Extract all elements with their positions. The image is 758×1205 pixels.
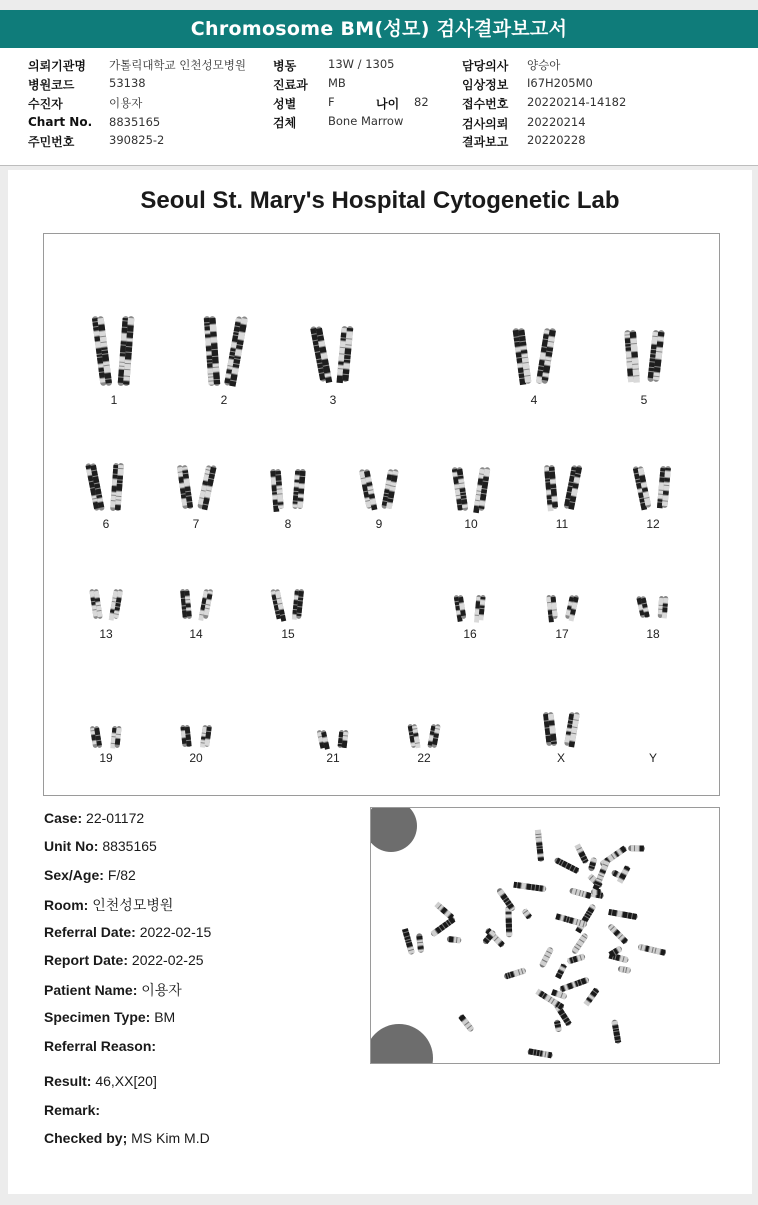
- chromosome-label-22: 22: [417, 751, 431, 765]
- metaphase-chromosome: [567, 953, 586, 964]
- sex-label: 성별: [273, 97, 297, 111]
- chart-value: 8835165: [109, 115, 161, 129]
- karyogram-image: [44, 234, 719, 795]
- chromosome-pair-7: [177, 465, 217, 510]
- room-value: 인천성모병원: [92, 897, 174, 913]
- chromosome-label-13: 13: [99, 627, 113, 641]
- metaphase-chromosome: [607, 923, 629, 945]
- report-date-label: Report Date:: [44, 952, 129, 968]
- chromosome-label-21: 21: [326, 751, 340, 765]
- metaphase-chromosome: [569, 887, 592, 899]
- receipt-value: 20220214-14182: [527, 95, 627, 109]
- doctor-value: 양승아: [527, 58, 561, 72]
- rrn-label: 주민번호: [28, 135, 75, 149]
- metaphase-chromosome: [430, 916, 456, 937]
- metaphase-chromosome: [402, 928, 415, 955]
- chromosome-pair-10: [452, 467, 491, 513]
- chromosome-pair-17: [546, 595, 579, 623]
- patient-label: Patient Name:: [44, 982, 138, 998]
- metaphase-chromosome: [628, 845, 645, 851]
- chromosome-pair-18: [636, 596, 668, 619]
- chromosome-pair-11: [544, 465, 583, 512]
- metaphase-chromosome: [559, 976, 590, 992]
- request-value: 20220214: [527, 115, 586, 129]
- metaphase-chromosome: [539, 946, 554, 968]
- metaphase-chromosome: [554, 1019, 562, 1032]
- room-label: Room:: [44, 897, 89, 913]
- interphase-nucleus: [371, 1024, 433, 1063]
- metaphase-spread: [371, 808, 719, 1063]
- referral-date-label: Referral Date:: [44, 924, 136, 940]
- chromosome-label-4: 4: [530, 393, 538, 407]
- metaphase-chromosome: [458, 1014, 475, 1033]
- case-value: 22-01172: [86, 810, 145, 826]
- unit-row: [44, 838, 157, 854]
- chromosome-label-11: 11: [555, 517, 569, 531]
- specimen-label: 검체: [273, 116, 297, 130]
- chromosome-label-8: 8: [284, 517, 292, 531]
- sexage-row: [44, 867, 136, 883]
- chromosome-pair-4: [512, 328, 556, 385]
- chromosome-label-2: 2: [220, 393, 228, 407]
- clinical-value: I67H205M0: [527, 76, 593, 90]
- chromosome-label-14: 14: [189, 627, 203, 641]
- specimen-type-label: Specimen Type:: [44, 1009, 151, 1025]
- request-label: 검사의뢰: [462, 117, 509, 131]
- chromosome-pair-12: [633, 466, 672, 511]
- recipient-value: 이용자: [109, 96, 143, 110]
- ward-label: 병동: [273, 59, 297, 73]
- sexage-label: Sex/Age:: [44, 867, 104, 883]
- metaphase-chromosome: [553, 857, 580, 875]
- result-row: [44, 1073, 157, 1089]
- chromosome-label-6: 6: [102, 517, 110, 531]
- remark-row: [44, 1102, 100, 1118]
- chromosome-pair-19: [90, 726, 122, 749]
- report-date-value: 2022-02-25: [131, 952, 204, 968]
- chart-label: Chart No.: [28, 115, 93, 129]
- chromosome-pair-8: [270, 469, 306, 512]
- chromosome-pair-16: [454, 595, 486, 623]
- chromosome-label-1: 1: [110, 393, 118, 407]
- result-label: Result:: [44, 1073, 92, 1089]
- hospital-code-label: 병원코드: [28, 78, 75, 92]
- report-title-bar: [0, 10, 758, 48]
- chromosome-label-X: X: [556, 751, 566, 765]
- chromosome-label-12: 12: [646, 517, 660, 531]
- report-date-row: [44, 952, 204, 968]
- result-value: 46,XX[20]: [95, 1073, 157, 1089]
- chromosome-pair-5: [624, 330, 665, 383]
- metaphase-chromosome: [527, 1048, 553, 1058]
- referral-reason-label: Referral Reason:: [44, 1038, 157, 1054]
- referral-reason-row: [44, 1038, 156, 1054]
- metaphase-chromosome: [608, 909, 638, 920]
- chromosome-label-15: 15: [281, 627, 295, 641]
- metaphase-chromosome: [503, 967, 526, 979]
- metaphase-chromosome: [555, 963, 567, 979]
- metaphase-chromosome: [637, 944, 666, 956]
- metaphase-chromosome: [583, 987, 599, 1006]
- chromosome-pair-9: [359, 469, 399, 511]
- metaphase-chromosome: [588, 857, 598, 872]
- unit-label: Unit No:: [44, 838, 99, 854]
- result-report-label: 결과보고: [462, 135, 509, 149]
- case-label: Case:: [44, 810, 83, 826]
- room-row: [44, 895, 173, 915]
- chromosome-pair-21: [317, 730, 349, 750]
- specimen-value: Bone Marrow: [328, 114, 404, 128]
- result-report-value: 20220228: [527, 133, 586, 147]
- dept-label: 진료과: [273, 78, 308, 92]
- metaphase-chromosome: [535, 830, 544, 862]
- chromosome-label-10: 10: [464, 517, 478, 531]
- karyogram: [43, 233, 720, 796]
- checked-label: Checked by;: [44, 1130, 128, 1146]
- recipient-label: 수진자: [28, 97, 63, 111]
- chromosome-pair-14: [180, 589, 213, 621]
- clinical-label: 임상정보: [462, 78, 509, 92]
- case-row: [44, 810, 144, 826]
- chromosome-label-5: 5: [640, 393, 648, 407]
- sex-value: F: [328, 95, 335, 109]
- chromosome-label-7: 7: [192, 517, 200, 531]
- chromosome-pair-3: [310, 326, 353, 383]
- metaphase-chromosome: [447, 936, 462, 944]
- unit-value: 8835165: [102, 838, 157, 854]
- metaphase-chromosome: [521, 908, 532, 920]
- chromosome-label-9: 9: [375, 517, 383, 531]
- metaphase-chromosome: [513, 882, 546, 892]
- patient-info-panel: [0, 48, 758, 166]
- metaphase-chromosome: [575, 903, 596, 933]
- checked-row: [44, 1130, 210, 1146]
- chromosome-label-16: 16: [463, 627, 477, 641]
- chromosome-label-19: 19: [99, 751, 113, 765]
- chromosome-pair-2: [204, 316, 248, 387]
- chromosome-label-Y: Y: [648, 751, 658, 765]
- checked-value: MS Kim M.D: [131, 1130, 210, 1146]
- chromosome-label-3: 3: [329, 393, 337, 407]
- remark-label: Remark:: [44, 1102, 101, 1118]
- chromosome-pair-13: [89, 589, 123, 621]
- metaphase-chromosome: [591, 889, 601, 895]
- patient-value: 이용자: [141, 982, 182, 998]
- doctor-label: 담당의사: [462, 59, 509, 73]
- institution-value: 가톨릭대학교 인천성모병원: [109, 58, 246, 72]
- receipt-label: 접수번호: [462, 97, 509, 111]
- specimen-type-value: BM: [154, 1009, 176, 1025]
- rrn-value: 390825-2: [109, 133, 165, 147]
- dept-value: MB: [328, 76, 346, 90]
- metaphase-chromosome: [574, 843, 589, 864]
- metaphase-chromosome: [617, 966, 631, 974]
- metaphase-chromosome: [571, 932, 589, 954]
- chromosome-label-18: 18: [646, 627, 660, 641]
- chromosome-pair-1: [92, 316, 135, 386]
- metaphase-chromosome: [416, 933, 424, 953]
- lab-title: Seoul St. Mary's Hospital Cytogenetic Lab: [140, 187, 620, 214]
- specimen-type-row: [44, 1009, 175, 1025]
- referral-date-value: 2022-02-15: [139, 924, 212, 940]
- chromosome-pair-22: [407, 724, 440, 749]
- age-value: 82: [414, 95, 429, 109]
- chromosome-label-17: 17: [555, 627, 569, 641]
- report-title: Chromosome BM(성모) 검사결과보고서: [190, 18, 568, 40]
- referral-date-row: [44, 924, 211, 940]
- metaphase-image: [370, 807, 720, 1064]
- interphase-nucleus: [371, 808, 417, 852]
- chromosome-pair-20: [180, 725, 212, 748]
- institution-label: 의뢰기관명: [28, 59, 86, 73]
- chromosome-pair-X: [543, 712, 580, 748]
- chromosome-pair-6: [85, 463, 124, 511]
- chromosome-label-20: 20: [189, 751, 203, 765]
- sexage-value: F/82: [107, 867, 136, 883]
- hospital-code-value: 53138: [109, 76, 146, 90]
- ward-value: 13W / 1305: [328, 57, 395, 71]
- metaphase-chromosome: [611, 1019, 621, 1044]
- age-label: 나이: [376, 97, 400, 111]
- patient-row: [44, 980, 182, 1000]
- report-document: [8, 170, 752, 1194]
- chromosome-pair-15: [270, 589, 304, 622]
